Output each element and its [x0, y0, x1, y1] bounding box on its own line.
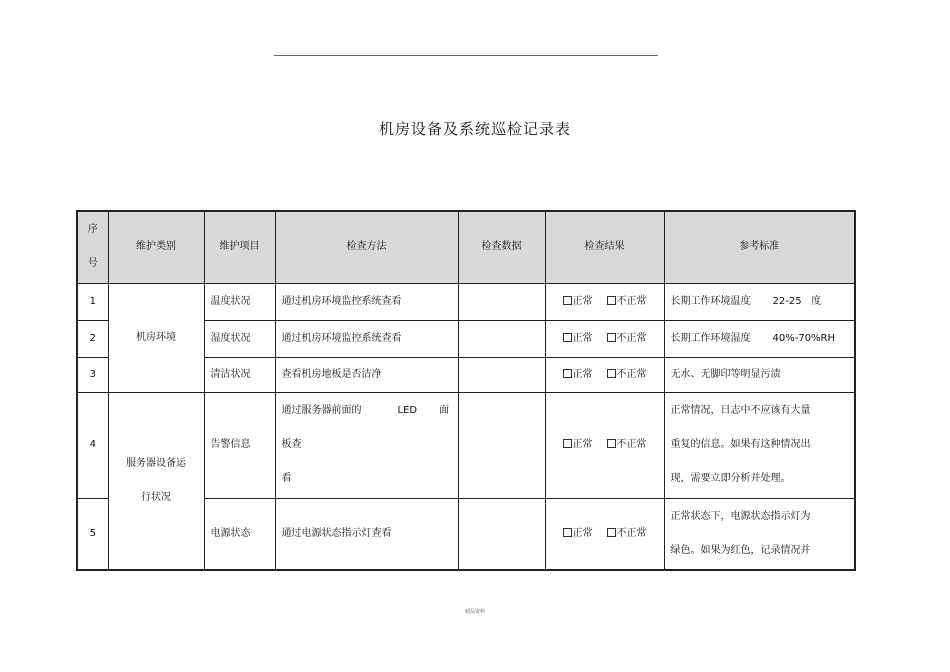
abnormal-label: 不正常 [616, 527, 647, 539]
standard-unit: 度 [811, 295, 822, 307]
standard-line2: 绿色。如果为红色，记录情况并 [670, 544, 811, 556]
row-item: 温度状况 [204, 283, 275, 320]
category-server [108, 392, 204, 570]
category-server-line1: 服务器设备运 [126, 457, 186, 469]
row-result [545, 283, 664, 320]
method-text: 通过服务器前面的 [281, 405, 362, 416]
row-no: 3 [77, 357, 108, 392]
standard-line1: 正常情况，日志中不应该有大量 [670, 405, 811, 416]
standard-text: 长期工作环境温度 [670, 295, 751, 307]
standard-line3: 现，需要立即分析并处理。 [670, 473, 791, 484]
page-footer: 精品资料 [464, 609, 485, 615]
abnormal-checkbox[interactable] [607, 296, 616, 305]
row-no: 1 [77, 283, 108, 320]
row-result [545, 498, 664, 570]
row-method: 查看机房地板是否洁净 [275, 357, 458, 392]
header-rule [274, 55, 658, 56]
row-result [545, 320, 664, 357]
document-title: 机房设备及系统巡检记录表 [378, 120, 571, 138]
row-method: 通过机房环境监控系统查看 [275, 320, 458, 357]
row-data-cell[interactable] [458, 498, 545, 570]
row-result [545, 357, 664, 392]
normal-label: 正常 [572, 527, 593, 539]
header-result: 检查结果 [545, 211, 664, 283]
method-led: LED [397, 405, 418, 416]
abnormal-label: 不正常 [616, 439, 647, 450]
inspection-table [76, 210, 856, 571]
row-result [545, 392, 664, 498]
table-row [77, 392, 855, 498]
standard-line1: 正常状态下，电源状态指示灯为 [670, 510, 811, 522]
table-row [77, 283, 855, 320]
header-no-line2: 号 [87, 258, 98, 270]
abnormal-label: 不正常 [616, 295, 647, 307]
category-room-env: 机房环境 [108, 283, 204, 392]
abnormal-checkbox[interactable] [607, 333, 616, 342]
row-data-cell[interactable] [458, 392, 545, 498]
row-item: 电源状态 [204, 498, 275, 570]
header-item: 维护项目 [204, 211, 275, 283]
normal-checkbox[interactable] [563, 369, 572, 378]
header-category: 维护类别 [108, 211, 204, 283]
row-item: 清洁状况 [204, 357, 275, 392]
row-method [275, 392, 458, 498]
row-standard [664, 392, 855, 498]
standard-value: 40%-70%RH [772, 332, 836, 344]
row-item: 告警信息 [204, 392, 275, 498]
standard-value: 22-25 [772, 295, 802, 307]
row-standard [664, 498, 855, 570]
method-text-2: 面板查 [281, 405, 450, 450]
normal-checkbox[interactable] [563, 439, 572, 448]
row-standard: 无水、无脚印等明显污渍 [664, 357, 855, 392]
standard-line2: 重复的信息。如果有这种情况出 [670, 439, 811, 450]
row-method: 通过机房环境监控系统查看 [275, 283, 458, 320]
abnormal-label: 不正常 [616, 332, 647, 344]
normal-label: 正常 [572, 439, 593, 450]
row-item: 湿度状况 [204, 320, 275, 357]
header-no [77, 211, 108, 283]
row-standard [664, 283, 855, 320]
row-no: 2 [77, 320, 108, 357]
header-data: 检查数据 [458, 211, 545, 283]
abnormal-checkbox[interactable] [607, 528, 616, 537]
abnormal-checkbox[interactable] [607, 369, 616, 378]
row-data-cell[interactable] [458, 320, 545, 357]
normal-label: 正常 [572, 332, 593, 344]
normal-checkbox[interactable] [563, 333, 572, 342]
category-server-line2: 行状况 [141, 491, 171, 503]
method-line2: 看 [281, 473, 292, 484]
header-method: 检查方法 [275, 211, 458, 283]
row-data-cell[interactable] [458, 283, 545, 320]
abnormal-label: 不正常 [616, 368, 647, 380]
normal-checkbox[interactable] [563, 296, 572, 305]
abnormal-checkbox[interactable] [607, 439, 616, 448]
row-data-cell[interactable] [458, 357, 545, 392]
row-no: 5 [77, 498, 108, 570]
header-row [77, 211, 855, 283]
standard-text: 长期工作环境湿度 [670, 332, 751, 344]
header-no-line1: 序 [87, 224, 98, 236]
normal-checkbox[interactable] [563, 528, 572, 537]
header-standard: 参考标准 [664, 211, 855, 283]
row-no: 4 [77, 392, 108, 498]
normal-label: 正常 [572, 368, 593, 380]
normal-label: 正常 [572, 295, 593, 307]
row-method: 通过电源状态指示灯查看 [275, 498, 458, 570]
row-standard [664, 320, 855, 357]
